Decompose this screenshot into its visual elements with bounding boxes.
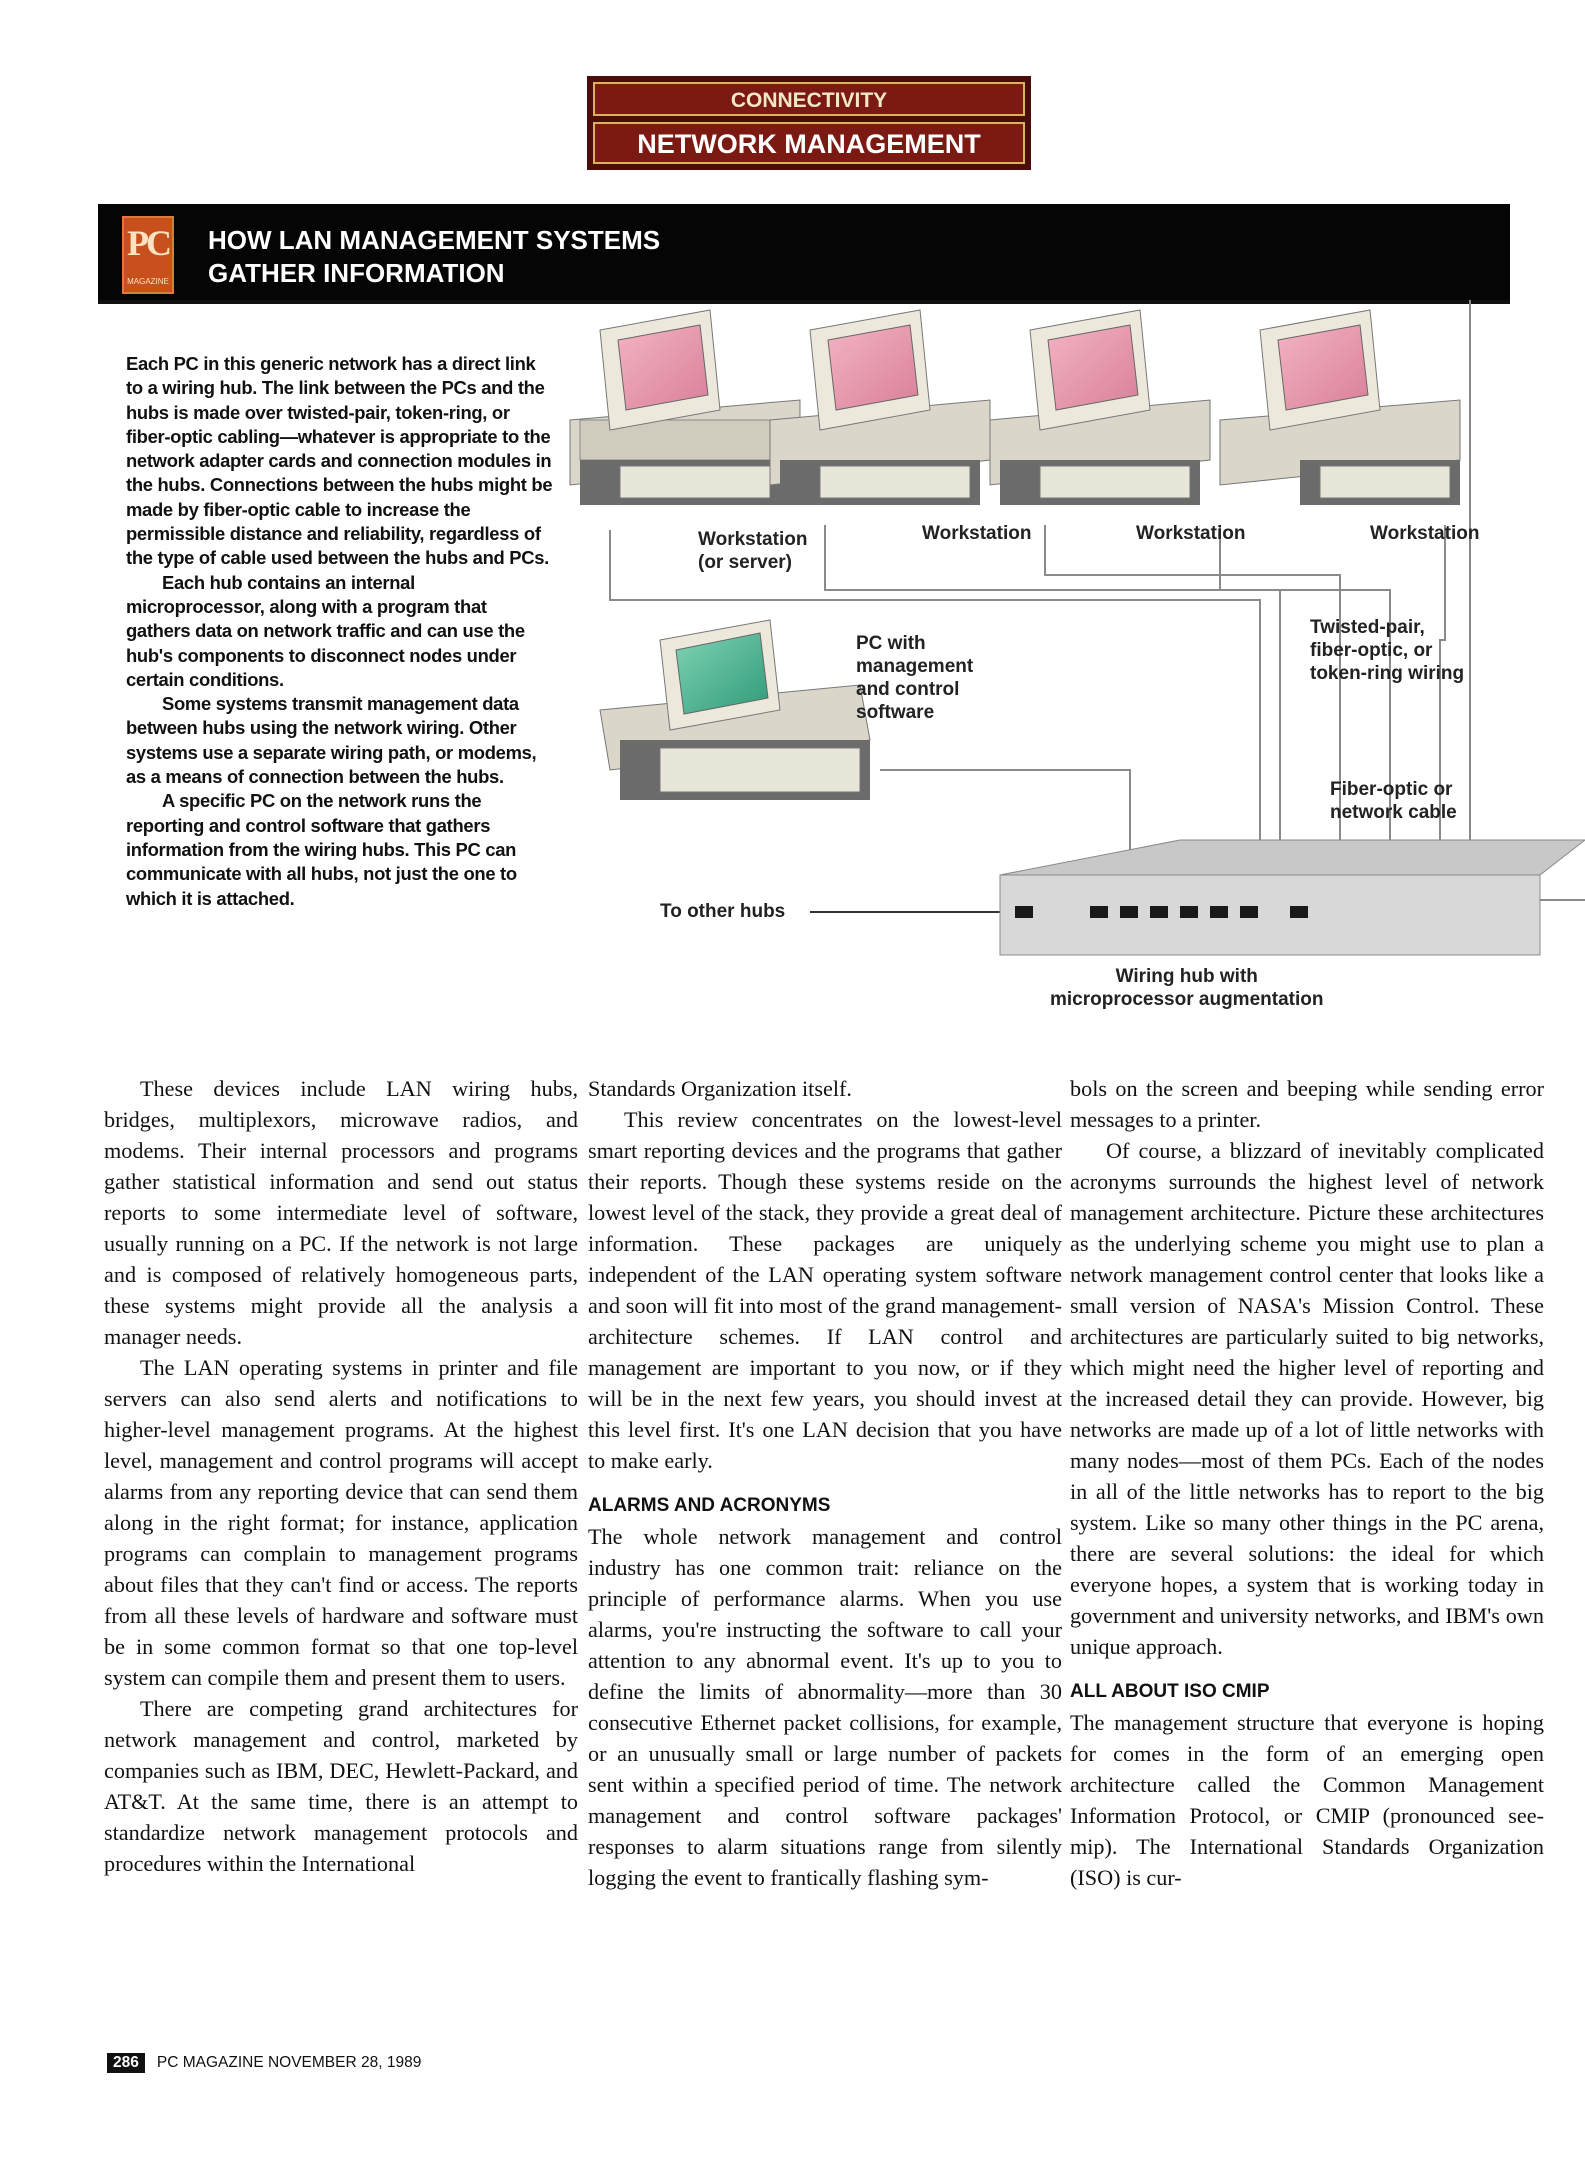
- network-diagram: [540, 300, 1585, 1030]
- section-header: [587, 76, 1031, 170]
- section-heading: ALARMS AND ACRONYMS: [588, 1495, 831, 1516]
- page-number: 286: [107, 2053, 145, 2073]
- article-column-1: [104, 1073, 578, 1879]
- article-paragraph: This review concentrates on the lowest-level smart reporting devices and the programs that gather their reports. Though these systems reside on the lowest level of the stack, they provide a great deal of information. These packages are uniquely independent of the LAN operating system software and soon will fit into most of the grand management-architecture schemes. If LAN control and management are important to you now, or if they will be in the next few years, you should invest at this level first. It's one LAN decision that you have to make early.: [588, 1107, 1062, 1473]
- article-column-3: [1070, 1073, 1544, 1893]
- workstation-icon: [990, 310, 1210, 505]
- article-paragraph: Of course, a blizzard of inevitably complicated acronyms surrounds the highest level of network management architecture. Picture these architectures as the underlying scheme you might use to plan a network management control center that looks like a small version of NASA's Mission Control. These architectures are particularly suited to big networks, which might need the higher level of reporting and the increased detail they can provide. However, big networks are made up of a lot of little networks with many nodes—most of them PCs. Each of the nodes in all of the little networks has to report to the big system. Like so many other things in the PC arena, there are several solutions: the ideal for which everyone hopes, a system that is working today in government and university networks, and IBM's own unique approach.: [1070, 1138, 1544, 1659]
- footer-text: PC MAGAZINE NOVEMBER 28, 1989: [156, 2054, 422, 2071]
- workstation-icon: [570, 310, 800, 505]
- pc-magazine-logo: PC MAGAZINE: [122, 216, 174, 294]
- workstation-label: Workstation: [1136, 523, 1246, 544]
- caption-paragraph: Some systems transmit management data between hubs using the network wiring. Other systems use a separate wiring path, or modems, as a means of connection between the hubs.: [126, 693, 537, 788]
- other-hubs-label: To other hubs: [660, 901, 786, 922]
- wiring-hub-icon: [1000, 840, 1585, 955]
- section-heading: ALL ABOUT ISO CMIP: [1070, 1681, 1270, 1702]
- workstation-icon: [770, 310, 990, 505]
- section-title: NETWORK MANAGEMENT: [593, 122, 1025, 164]
- figure-caption: [126, 352, 554, 911]
- wiring-hub-label: Wiring hub with microprocessor augmentation: [1050, 966, 1324, 1010]
- caption-paragraph: A specific PC on the network runs the reporting and control software that gathers information from the wiring hubs. This PC can communicate with all hubs, not just the one to which it is attached.: [126, 790, 517, 909]
- workstation-label: Workstation: [1370, 523, 1480, 544]
- page-footer: [107, 2053, 421, 2073]
- article-paragraph: These devices include LAN wiring hubs, bridges, multiplexors, microwave radios, and modems. Their internal processors and programs gather statistical information and send out status reports to some intermediate level of software, usually running on a PC. If the network is not large and is composed of relatively homogeneous parts, these systems might provide all the analysis a manager needs.: [104, 1076, 578, 1349]
- article-column-2: [588, 1073, 1062, 1893]
- management-pc-icon: [600, 620, 870, 800]
- workstation-icon: [1220, 310, 1460, 505]
- caption-paragraph: Each hub contains an internal microprocessor, along with a program that gathers data on network traffic and can use the hub's components to disconnect nodes under certain conditions.: [126, 571, 525, 690]
- article-paragraph: Standards Organization itself.: [588, 1076, 852, 1101]
- article-paragraph: The whole network management and control industry has one common trait: reliance on the principle of performance alarms. When you use alarms, you're instructing the software to call your attention to any abnormal event. It's up to you to define the limits of abnormality—more than 30 consecutive Ethernet packet collisions, for example, or an unusually small or large number of packets sent within a specified period of time. The network management and control software packages' responses to alarm situations range from silently logging the event to frantically flashing sym-: [588, 1524, 1062, 1890]
- caption-paragraph: Each PC in this generic network has a direct link to a wiring hub. The link between the PCs and the hubs is made over twisted-pair, token-ring, or fiber-optic cabling—whatever is appropriate to the network adapter cards and connection modules in the hubs. Connections between the hubs might be made by fiber-optic cable to increase the permissible distance and reliability, regardless of the type of cable used between the hubs and PCs.: [126, 353, 553, 569]
- section-category: CONNECTIVITY: [593, 82, 1025, 116]
- article-paragraph: The management structure that everyone is hoping for comes in the form of an emerging open architecture called the Common Management Information Protocol, or CMIP (pronounced see-mip). The International Standards Organization (ISO) is cur-: [1070, 1710, 1544, 1890]
- figure-title: HOW LAN MANAGEMENT SYSTEMS GATHER INFORMATION: [208, 225, 661, 288]
- fiber-cable-label: Fiber-optic or network cable: [1330, 779, 1457, 823]
- figure-banner: [98, 204, 1510, 304]
- article-paragraph: The LAN operating systems in printer and file servers can also send alerts and notifications to higher-level management programs. At the highest level, management and control programs will accept alarms from any reporting device that can send them along in the right format; for instance, application programs can complain to management programs about files that they can't find or access. The reports from all these levels of hardware and software must be in some common format so that one top-level system can compile them and present them to users.: [104, 1355, 578, 1690]
- article-paragraph: bols on the screen and beeping while sending error messages to a printer.: [1070, 1076, 1544, 1132]
- wiring-label: Twisted-pair, fiber-optic, or token-ring wiring: [1310, 617, 1465, 684]
- article-paragraph: There are competing grand architectures for network management and control, marketed by companies such as IBM, DEC, Hewlett-Packard, and AT&T. At the same time, there is an attempt to standardize network management protocols and procedures within the International: [104, 1696, 578, 1876]
- workstation-label: Workstation: [922, 523, 1032, 544]
- pc-management-label: PC with management and control software: [856, 633, 974, 723]
- workstation-label: Workstation (or server): [698, 529, 808, 573]
